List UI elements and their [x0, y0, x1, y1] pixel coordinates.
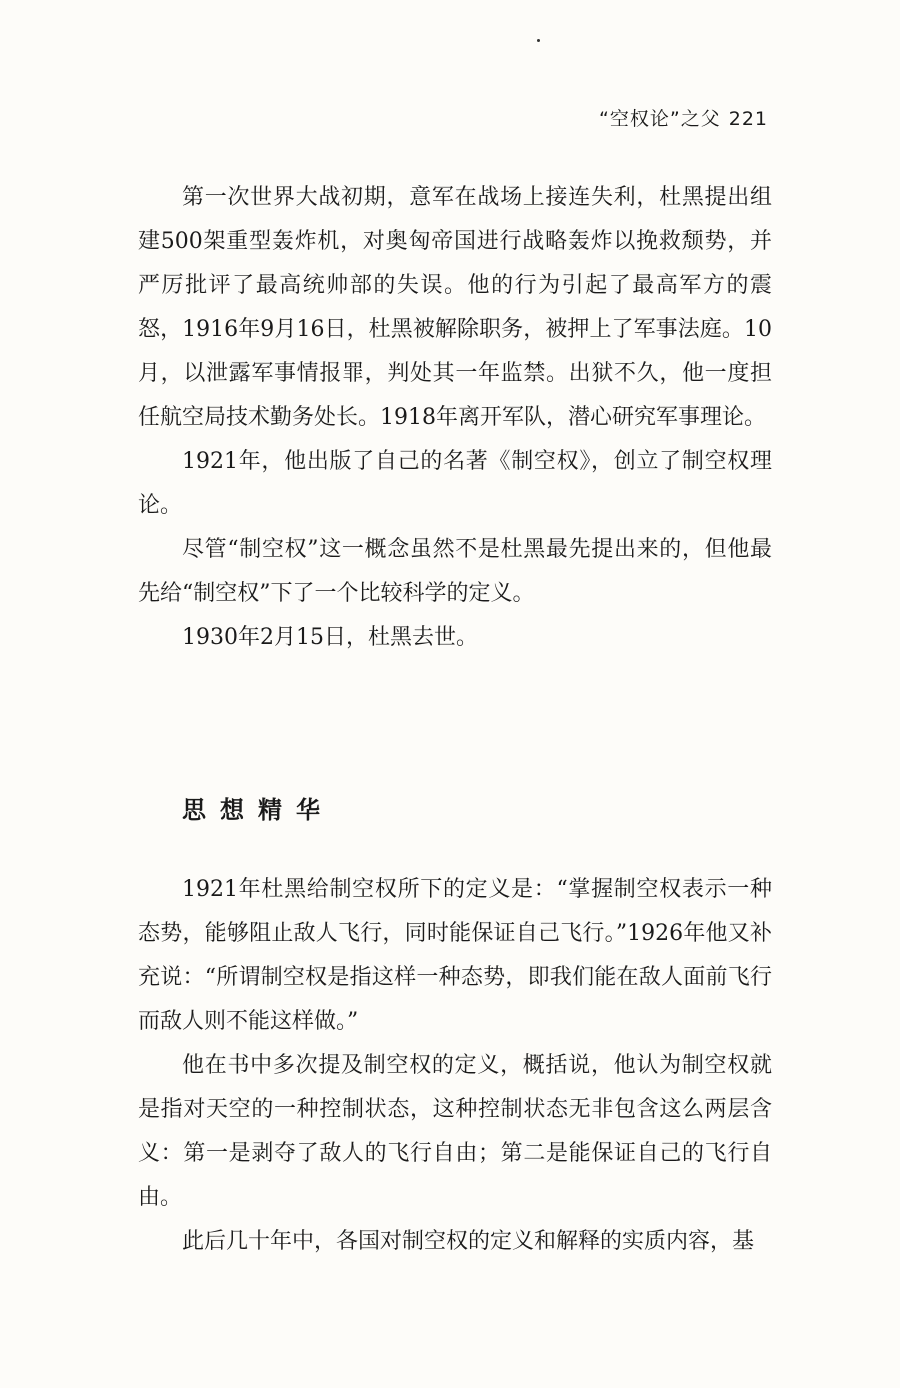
- paragraph: 1921年杜黑给制空权所下的定义是：“掌握制空权表示一种态势，能够阻止敌人飞行，同时能保证自己飞行。”1926年他又补充说：“所谓制空权是指这样一种态势，即我们能在敌人面前飞行而敌人则不能这样做。”: [138, 877, 772, 1034]
- paragraph: 他在书中多次提及制空权的定义，概括说，他认为制空权就是指对天空的一种控制状态，这种控制状态无非包含这么两层含义：第一是剥夺了敌人的飞行自由；第二是能保证自己的飞行自由。: [138, 1053, 772, 1210]
- paragraph: 1930年2月15日，杜黑去世。: [182, 625, 478, 650]
- paragraph: 此后几十年中，各国对制空权的定义和解释的实质内容，基: [182, 1229, 755, 1254]
- paragraph: 1921年，他出版了自己的名著《制空权》，创立了制空权理论。: [138, 449, 772, 518]
- running-header: [599, 104, 768, 131]
- essence-text-block: [138, 868, 772, 1264]
- print-speck: [537, 39, 540, 42]
- section-heading: 思想精华: [182, 796, 334, 824]
- paragraph: 尽管“制空权”这一概念虽然不是杜黑最先提出来的，但他最先给“制空权”下了一个比较科学的定义。: [138, 537, 772, 606]
- paragraph: 第一次世界大战初期，意军在战场上接连失利，杜黑提出组建500架重型轰炸机，对奥匈帝国进行战略轰炸以挽救颓势，并严厉批评了最高统帅部的失误。他的行为引起了最高军方的震怒，1916年9月16日，杜黑被解除职务，被押上了军事法庭。10月，以泄露军事情报罪，判处其一年监禁。出狱不久，他一度担任航空局技术勤务处长。1918年离开军队，潜心研究军事理论。: [138, 185, 772, 430]
- biography-text-block: [138, 176, 772, 660]
- page-number: 221: [728, 108, 768, 130]
- running-title: “空权论”之父: [599, 108, 721, 130]
